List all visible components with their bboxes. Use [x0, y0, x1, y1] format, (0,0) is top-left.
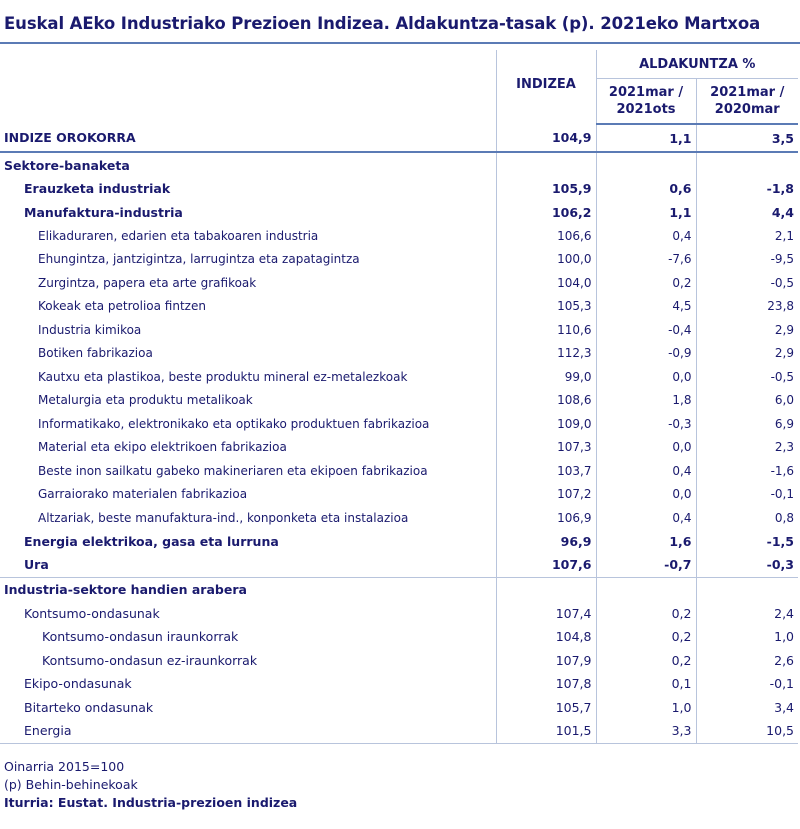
row-annual: 23,8	[696, 295, 798, 319]
row-label: Kautxu eta plastikoa, beste produktu mineral ez-metalezkoak	[38, 369, 408, 384]
table-row	[0, 342, 798, 366]
empty-cell	[596, 577, 696, 602]
row-label: Kontsumo-ondasun ez-iraunkorrak	[42, 652, 258, 668]
row-label: Energia elektrikoa, gasa eta lurruna	[24, 533, 279, 549]
row-label: Kokeak eta petrolioa fintzen	[38, 299, 206, 314]
row-label: Ura	[24, 557, 49, 573]
row-monthly: 0,2	[596, 649, 696, 673]
row-monthly: 0,0	[596, 365, 696, 389]
table-notes	[4, 758, 297, 812]
empty-cell	[696, 577, 798, 602]
row-indizea: 106,6	[496, 224, 596, 248]
row-annual: 2,6	[696, 649, 798, 673]
row-annual: -1,8	[696, 177, 798, 201]
row-indizea: 107,9	[496, 649, 596, 673]
row-monthly: 0,2	[596, 625, 696, 649]
table-row	[0, 295, 798, 319]
row-annual: -0,1	[696, 672, 798, 696]
row-indizea: 106,2	[496, 201, 596, 225]
row-indizea: 104,9	[496, 124, 596, 152]
row-monthly: -7,6	[596, 248, 696, 272]
row-indizea: 107,6	[496, 553, 596, 577]
row-label: Industria kimikoa	[38, 322, 142, 337]
row-indizea: 100,0	[496, 248, 596, 272]
row-manufaktura	[0, 201, 798, 225]
row-annual: -0,5	[696, 271, 798, 295]
row-annual: -1,5	[696, 530, 798, 554]
row-monthly: 1,0	[596, 696, 696, 720]
section-label: Industria-sektore handien arabera	[0, 577, 496, 602]
header-monthly	[596, 79, 696, 125]
row-annual: -0,3	[696, 553, 798, 577]
row-total	[0, 124, 798, 152]
row-monthly: 0,4	[596, 224, 696, 248]
row-indizea: 104,8	[496, 625, 596, 649]
row-kontsumo-ez-iraunkor	[0, 649, 798, 673]
row-annual: -9,5	[696, 248, 798, 272]
header-annual-line1: 2021mar /	[710, 85, 785, 100]
table-row	[0, 483, 798, 507]
table-row	[0, 506, 798, 530]
row-annual: 2,9	[696, 342, 798, 366]
row-monthly: 1,8	[596, 389, 696, 413]
price-index-table	[0, 50, 798, 744]
row-monthly: 0,2	[596, 271, 696, 295]
table-row	[0, 248, 798, 272]
row-annual: 3,4	[696, 696, 798, 720]
row-annual: -0,5	[696, 365, 798, 389]
row-indizea: 109,0	[496, 412, 596, 436]
row-kontsumo-iraunkor	[0, 625, 798, 649]
table-row	[0, 271, 798, 295]
row-indizea: 107,3	[496, 436, 596, 460]
row-energia-elektrikoa	[0, 530, 798, 554]
header-annual-line2: 2020mar	[714, 102, 780, 117]
row-indizea: 107,4	[496, 602, 596, 626]
header-monthly-line1: 2021mar /	[608, 85, 684, 100]
row-annual: -1,6	[696, 459, 798, 483]
row-indizea: 105,9	[496, 177, 596, 201]
row-indizea: 106,9	[496, 506, 596, 530]
row-monthly: -0,9	[596, 342, 696, 366]
table-row	[0, 224, 798, 248]
row-label: Elikaduraren, edarien eta tabakoaren industria	[38, 228, 319, 243]
table-row	[0, 389, 798, 413]
row-annual: 2,1	[696, 224, 798, 248]
empty-cell	[596, 152, 696, 177]
table-row	[0, 365, 798, 389]
row-monthly: 0,4	[596, 506, 696, 530]
table-row	[0, 459, 798, 483]
row-monthly: 1,6	[596, 530, 696, 554]
row-label: Beste inon sailkatu gabeko makineriaren eta ekipoen fabrikazioa	[38, 463, 428, 478]
row-annual: 0,8	[696, 506, 798, 530]
row-monthly: 4,5	[596, 295, 696, 319]
row-label: Zurgintza, papera eta arte grafikoak	[38, 275, 257, 290]
row-label: Informatikako, elektronikako eta optikako produktuen fabrikazioa	[38, 416, 430, 431]
row-label: Ekipo-ondasunak	[24, 676, 132, 692]
row-indizea: 104,0	[496, 271, 596, 295]
row-monthly: -0,7	[596, 553, 696, 577]
table-row	[0, 412, 798, 436]
row-monthly: 3,3	[596, 719, 696, 743]
row-label: Energia	[0, 719, 496, 743]
row-indizea: 101,5	[496, 719, 596, 743]
row-monthly: 0,6	[596, 177, 696, 201]
header-annual	[696, 79, 798, 125]
row-label: Bitarteko ondasunak	[24, 699, 154, 715]
empty-cell	[696, 152, 798, 177]
row-annual: 4,4	[696, 201, 798, 225]
row-indizea: 96,9	[496, 530, 596, 554]
row-indizea: 108,6	[496, 389, 596, 413]
header-monthly-line2: 2021ots	[616, 102, 676, 117]
row-label: Manufaktura-industria	[24, 204, 183, 220]
row-label: Kontsumo-ondasunak	[24, 605, 160, 621]
row-erauzketa	[0, 177, 798, 201]
row-indizea: 105,7	[496, 696, 596, 720]
title-divider	[0, 42, 800, 44]
row-section-handien	[0, 577, 798, 602]
table-row	[0, 318, 798, 342]
note-base: Oinarria 2015=100	[4, 759, 125, 774]
row-label: Material eta ekipo elektrikoen fabrikazioa	[38, 440, 287, 455]
header-blank	[0, 50, 496, 124]
row-label: Garraiorako materialen fabrikazioa	[38, 487, 248, 502]
row-monthly: 0,1	[596, 672, 696, 696]
row-monthly: 0,0	[596, 436, 696, 460]
row-monthly: 1,1	[596, 124, 696, 152]
row-annual: 1,0	[696, 625, 798, 649]
row-indizea: 107,8	[496, 672, 596, 696]
row-energia	[0, 719, 798, 743]
row-indizea: 110,6	[496, 318, 596, 342]
row-annual: 2,3	[696, 436, 798, 460]
row-indizea: 99,0	[496, 365, 596, 389]
row-monthly: 1,1	[596, 201, 696, 225]
row-monthly: 0,0	[596, 483, 696, 507]
row-annual: 6,0	[696, 389, 798, 413]
row-annual: 2,9	[696, 318, 798, 342]
row-label: Kontsumo-ondasun iraunkorrak	[42, 629, 239, 645]
row-label: Altzariak, beste manufaktura-ind., konponketa eta instalazioa	[38, 510, 409, 525]
row-annual: 6,9	[696, 412, 798, 436]
row-label: Erauzketa industriak	[24, 181, 171, 197]
row-bitarteko	[0, 696, 798, 720]
row-annual: -0,1	[696, 483, 798, 507]
row-monthly: 0,4	[596, 459, 696, 483]
row-ekipo	[0, 672, 798, 696]
table-row	[0, 436, 798, 460]
row-label: Ehungintza, jantzigintza, larrugintza eta zapatagintza	[38, 252, 360, 267]
row-indizea: 105,3	[496, 295, 596, 319]
row-indizea: 107,2	[496, 483, 596, 507]
page-title: Euskal AEko Industriako Prezioen Indizea. Aldakuntza-tasak (p). 2021eko Martxoa	[4, 14, 761, 33]
empty-cell	[496, 577, 596, 602]
note-source: Iturria: Eustat. Industria-prezioen indizea	[4, 795, 298, 810]
header-indizea: INDIZEA	[496, 50, 596, 124]
row-label: INDIZE OROKORRA	[0, 124, 496, 152]
row-indizea: 112,3	[496, 342, 596, 366]
section-label: Sektore-banaketa	[4, 157, 130, 173]
row-monthly: 0,2	[596, 602, 696, 626]
row-monthly: -0,4	[596, 318, 696, 342]
row-annual: 3,5	[696, 124, 798, 152]
row-annual: 10,5	[696, 719, 798, 743]
row-ura	[0, 553, 798, 577]
row-kontsumo	[0, 602, 798, 626]
row-section-sektore	[0, 152, 798, 177]
row-label: Botiken fabrikazioa	[38, 346, 153, 361]
row-monthly: -0,3	[596, 412, 696, 436]
header-aldakuntza: ALDAKUNTZA %	[596, 50, 798, 79]
empty-cell	[496, 152, 596, 177]
note-provisional: (p) Behin-behinekoak	[4, 777, 138, 792]
row-label: Metalurgia eta produktu metalikoak	[38, 393, 253, 408]
row-annual: 2,4	[696, 602, 798, 626]
row-indizea: 103,7	[496, 459, 596, 483]
